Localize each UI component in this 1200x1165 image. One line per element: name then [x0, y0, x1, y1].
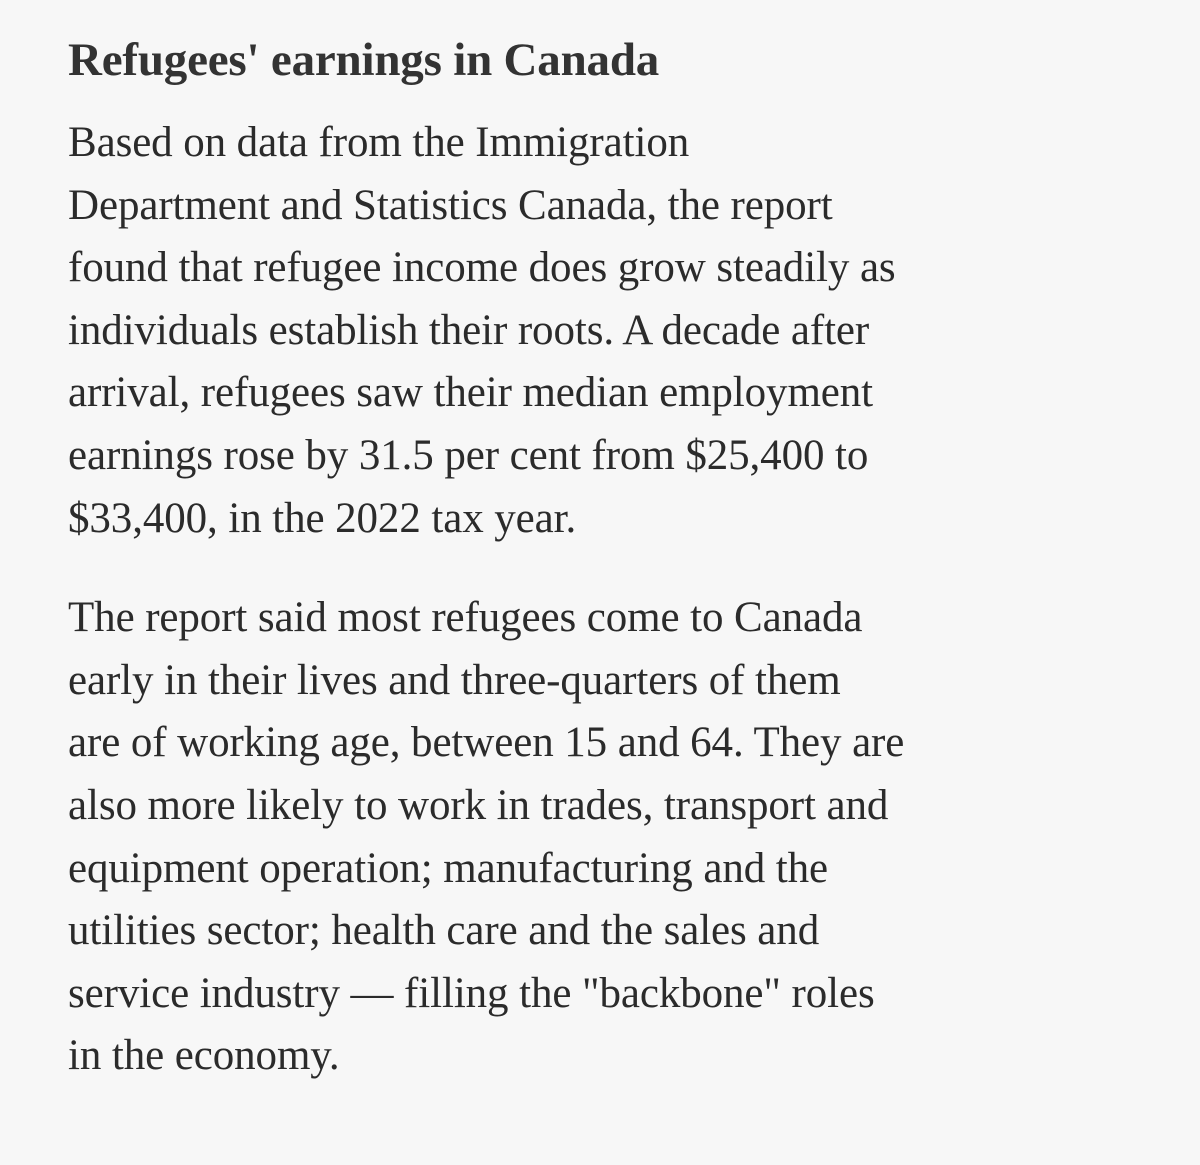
- paragraph-line: Based on data from the Immigration: [68, 119, 690, 166]
- paragraph-line: service industry — filling the "backbone" roles: [68, 969, 875, 1017]
- paragraph-line: also more likely to work in trades, transport and: [68, 781, 889, 829]
- paragraph-line: equipment operation; manufacturing and the: [68, 844, 828, 892]
- paragraph-line: arrival, refugees saw their median employment: [68, 369, 874, 417]
- paragraph-line: in the economy.: [68, 1032, 340, 1080]
- paragraph-demographics: [68, 587, 1168, 1088]
- paragraph-line: are of working age, between 15 and 64. They are: [68, 719, 905, 767]
- paragraph-line: $33,400, in the 2022 tax year.: [68, 494, 577, 542]
- paragraph-line: found that refugee income does grow steadily as: [68, 244, 896, 292]
- paragraph-line: individuals establish their roots. A decade after: [68, 306, 870, 354]
- paragraph-line: Department and Statistics Canada, the report: [68, 181, 833, 229]
- paragraph-line: The report said most refugees come to Canada: [68, 594, 863, 642]
- article: [68, 28, 1168, 1088]
- paragraph-earnings: [68, 112, 1168, 550]
- paragraph-line: early in their lives and three-quarters of them: [68, 656, 841, 704]
- article-heading: Refugees' earnings in Canada: [68, 34, 660, 86]
- paragraph-line: utilities sector; health care and the sales and: [68, 907, 820, 955]
- paragraph-line: earnings rose by 31.5 per cent from $25,400 to: [68, 431, 869, 479]
